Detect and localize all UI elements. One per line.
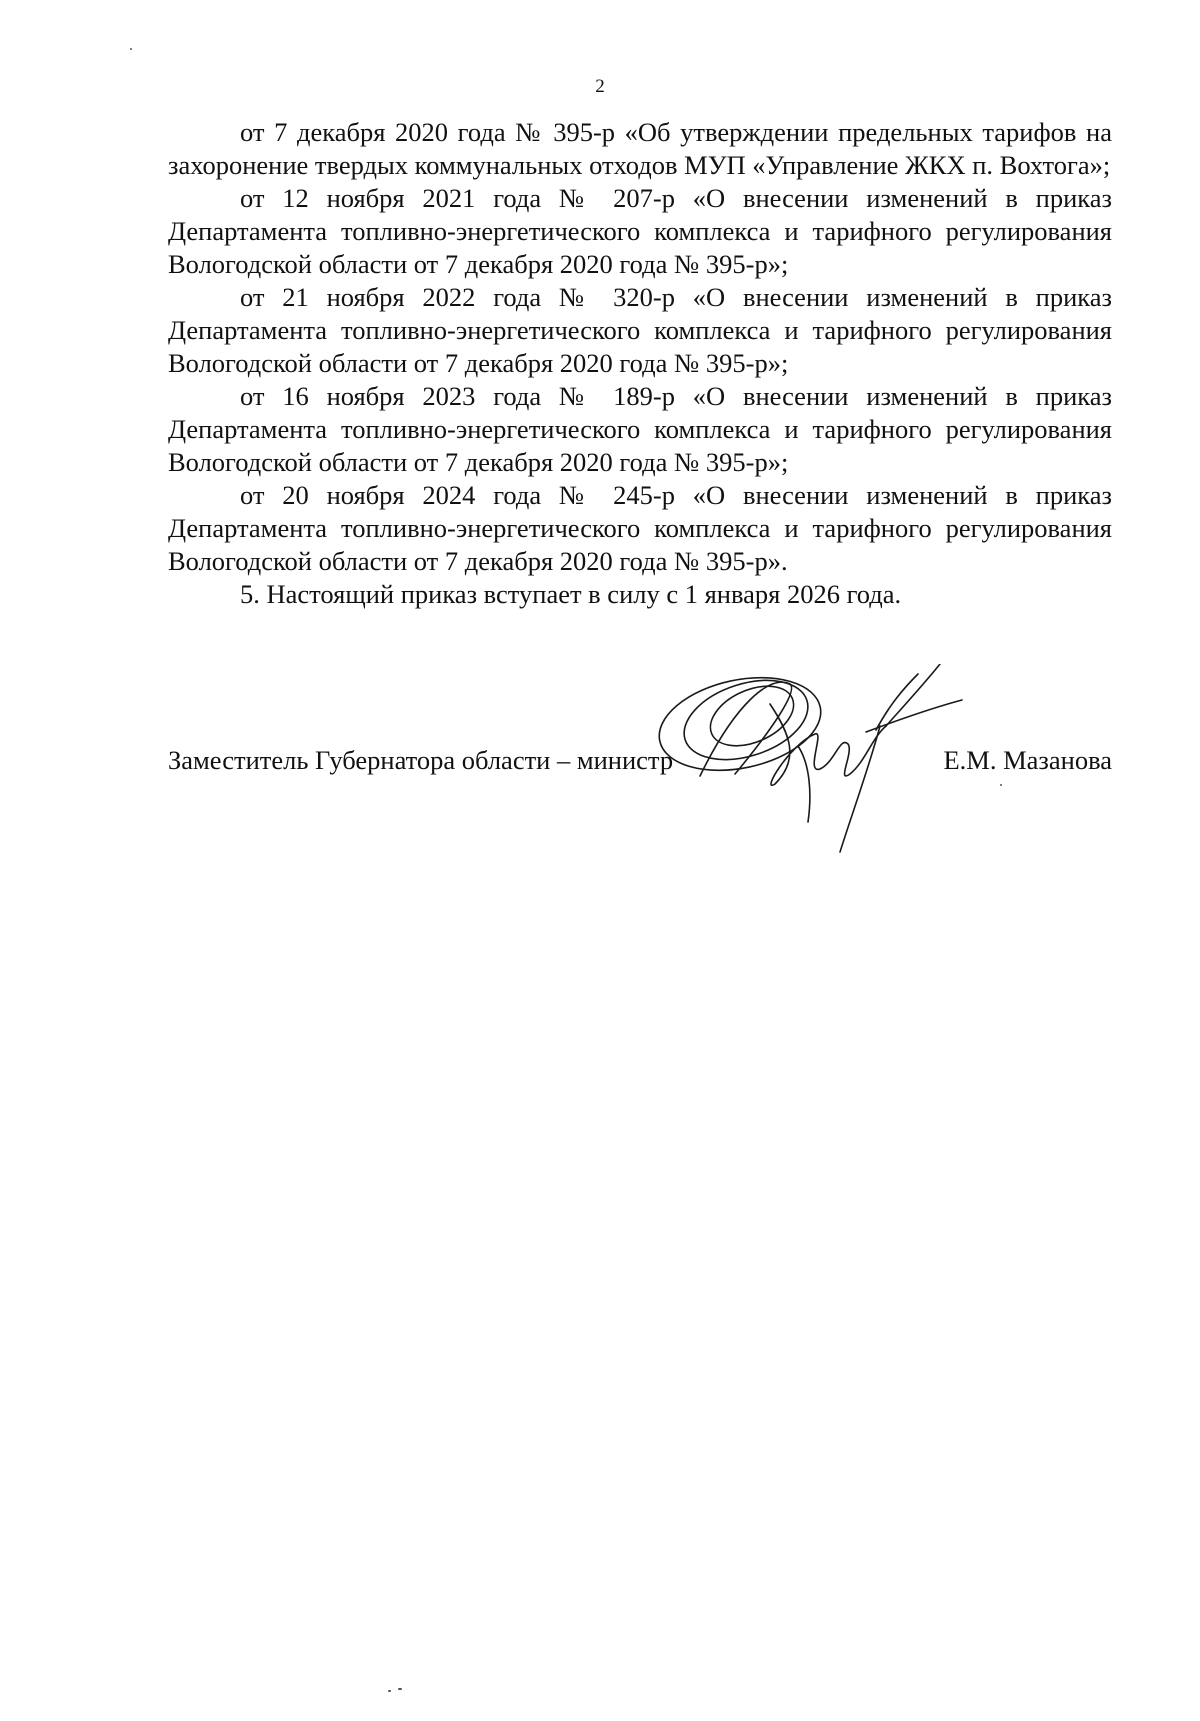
signatory-position: Заместитель Губернатора области – министр xyxy=(168,745,674,775)
handwritten-signature xyxy=(640,664,970,864)
paragraph-order-207: от 12 ноября 2021 года № 207-р «О внесении изменений в приказ Департамента топливно-энергетического комплекса и тарифного регулирования Вологодской области от 7 декабря 2020 года № 395-р»; xyxy=(168,183,1112,279)
scan-speck xyxy=(1000,784,1002,786)
paragraph-order-320: от 21 ноября 2022 года № 320-р «О внесении изменений в приказ Департамента топливно-энергетического комплекса и тарифного регулирования Вологодской области от 7 декабря 2020 года № 395-р»; xyxy=(168,282,1112,378)
paragraph-order-189: от 16 ноября 2023 года № 189-р «О внесении изменений в приказ Департамента топливно-энергетического комплекса и тарифного регулирования Вологодской области от 7 декабря 2020 года № 395-р»; xyxy=(168,381,1112,477)
document-body xyxy=(168,116,1112,611)
paragraph-order-395: от 7 декабря 2020 года № 395-р «Об утверждении предельных тарифов на захоронение твердых коммунальных отходов МУП «Управление ЖКХ п. Вохтога»; xyxy=(168,117,1112,180)
scan-speck xyxy=(388,1690,391,1692)
scan-speck xyxy=(130,48,132,50)
page-number: 2 xyxy=(595,76,605,97)
signatory-name: Е.М. Мазанова xyxy=(943,745,1112,775)
scan-speck xyxy=(398,1688,402,1690)
paragraph-order-245: от 20 ноября 2024 года № 245-р «О внесении изменений в приказ Департамента топливно-энергетического комплекса и тарифного регулирования Вологодской области от 7 декабря 2020 года № 395-р». xyxy=(168,480,1112,576)
paragraph-effective-date: 5. Настоящий приказ вступает в силу с 1 января 2026 года. xyxy=(240,579,902,609)
